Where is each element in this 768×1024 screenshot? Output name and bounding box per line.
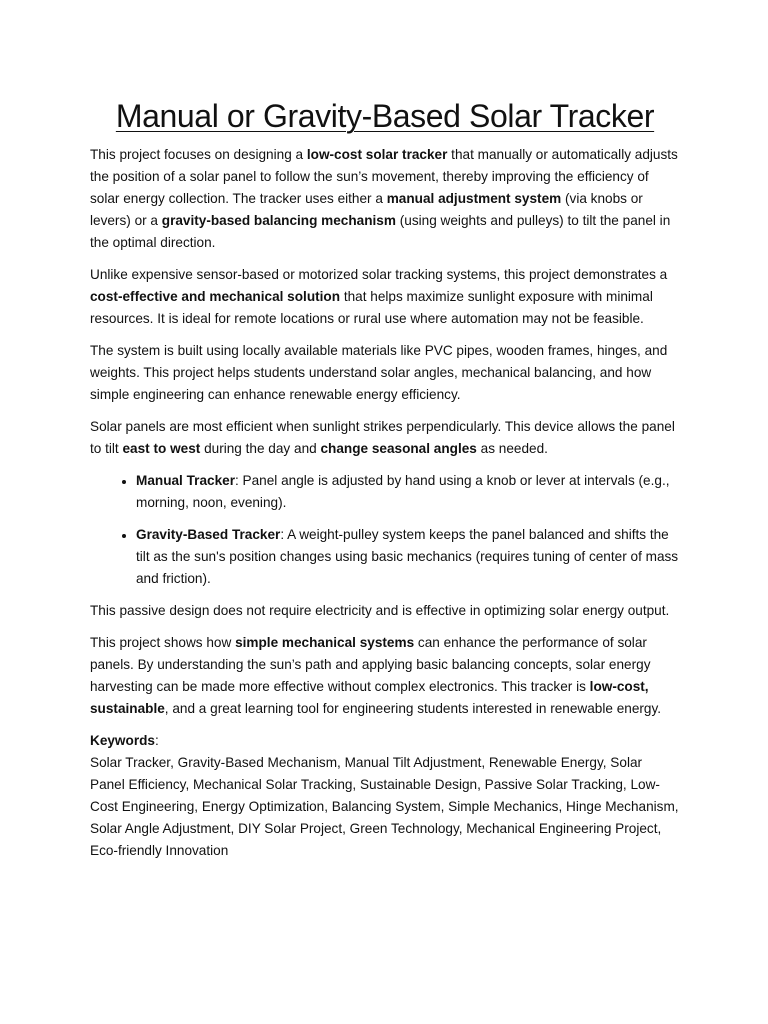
text-run: , and a great learning tool for engineering students interested in renewable energy. (164, 701, 662, 716)
list-item-manual-tracker (136, 470, 680, 514)
bold-text-run: change seasonal angles (320, 441, 477, 456)
text-run: The system is built using locally available materials like PVC pipes, wooden frames, hinges, and weights. This project helps students understand solar angles, mechanical balancing, and how simple engineering can enhance renewable energy efficiency. (90, 343, 668, 402)
tracker-type-list (90, 470, 680, 590)
keywords-label: Keywords (90, 733, 155, 748)
document-title: Manual or Gravity-Based Solar Tracker (115, 98, 655, 134)
paragraph (90, 340, 680, 406)
text-run: (using weights and pulleys) to tilt the panel in the optimal direction. (90, 213, 671, 250)
bold-text-run: simple mechanical systems (235, 635, 415, 650)
keywords-list: Solar Tracker, Gravity-Based Mechanism, Manual Tilt Adjustment, Renewable Energy, Solar Panel Efficiency, Mechanical Solar Tracking, Sustainable Design, Passive Solar Tracking, Low-Cost Engineering, Energy Optimization, Balancing System, Simple Mechanics, Hinge Mechanism, Solar Angle Adjustment, DIY Solar Project, Green Technology, Mechanical Engineering Project, Eco-friendly Innovation (90, 755, 679, 858)
text-run: that helps maximize sunlight exposure with minimal resources. It is ideal for remote locations or rural use where automation may not be feasible. (90, 289, 653, 326)
paragraph (90, 632, 680, 720)
keywords-heading (90, 730, 680, 752)
text-run: that manually or automatically adjusts the position of a solar panel to follow the sun’s movement, thereby improving the efficiency of solar energy collection. The tracker uses either a (90, 147, 678, 206)
bold-text-run: east to west (122, 441, 201, 456)
text-run: : Panel angle is adjusted by hand using a knob or lever at intervals (e.g., morning, noon, evening). (136, 473, 670, 510)
bold-text-run: Manual Tracker (136, 473, 235, 488)
text-run: This project focuses on designing a (90, 147, 307, 162)
paragraph (90, 416, 680, 460)
list-item-gravity-tracker (136, 524, 680, 590)
intro-section (90, 144, 680, 460)
keywords-colon: : (154, 733, 159, 748)
keywords-section (90, 730, 680, 862)
text-run: : A weight-pulley system keeps the panel balanced and shifts the tilt as the sun's position changes using basic mechanics (requires tuning of center of mass and friction). (136, 527, 679, 586)
paragraph (90, 264, 680, 330)
bold-text-run: low-cost, sustainable (90, 679, 649, 716)
bold-text-run: cost-effective and mechanical solution (90, 289, 341, 304)
text-run: Unlike expensive sensor-based or motorized solar tracking systems, this project demonstrates a (90, 267, 668, 282)
paragraph (90, 600, 680, 622)
text-run: during the day and (200, 441, 321, 456)
text-run: (via knobs or levers) or a (90, 191, 643, 228)
text-run: Solar panels are most efficient when sunlight strikes perpendicularly. This device allows the panel to tilt (90, 419, 675, 456)
text-run: This project shows how (90, 635, 236, 650)
bold-text-run: gravity-based balancing mechanism (161, 213, 396, 228)
text-run: can enhance the performance of solar panels. By understanding the sun’s path and applying basic balancing concepts, solar energy harvesting can be made more effective without complex electronics. This tracker is (90, 635, 651, 694)
bold-text-run: Gravity-Based Tracker (136, 527, 281, 542)
bold-text-run: manual adjustment system (386, 191, 562, 206)
text-run: as needed. (476, 441, 548, 456)
bold-text-run: low-cost solar tracker (306, 147, 448, 162)
conclusion-section (90, 600, 680, 720)
text-run: This passive design does not require electricity and is effective in optimizing solar energy output. (90, 603, 670, 618)
paragraph (90, 144, 680, 254)
